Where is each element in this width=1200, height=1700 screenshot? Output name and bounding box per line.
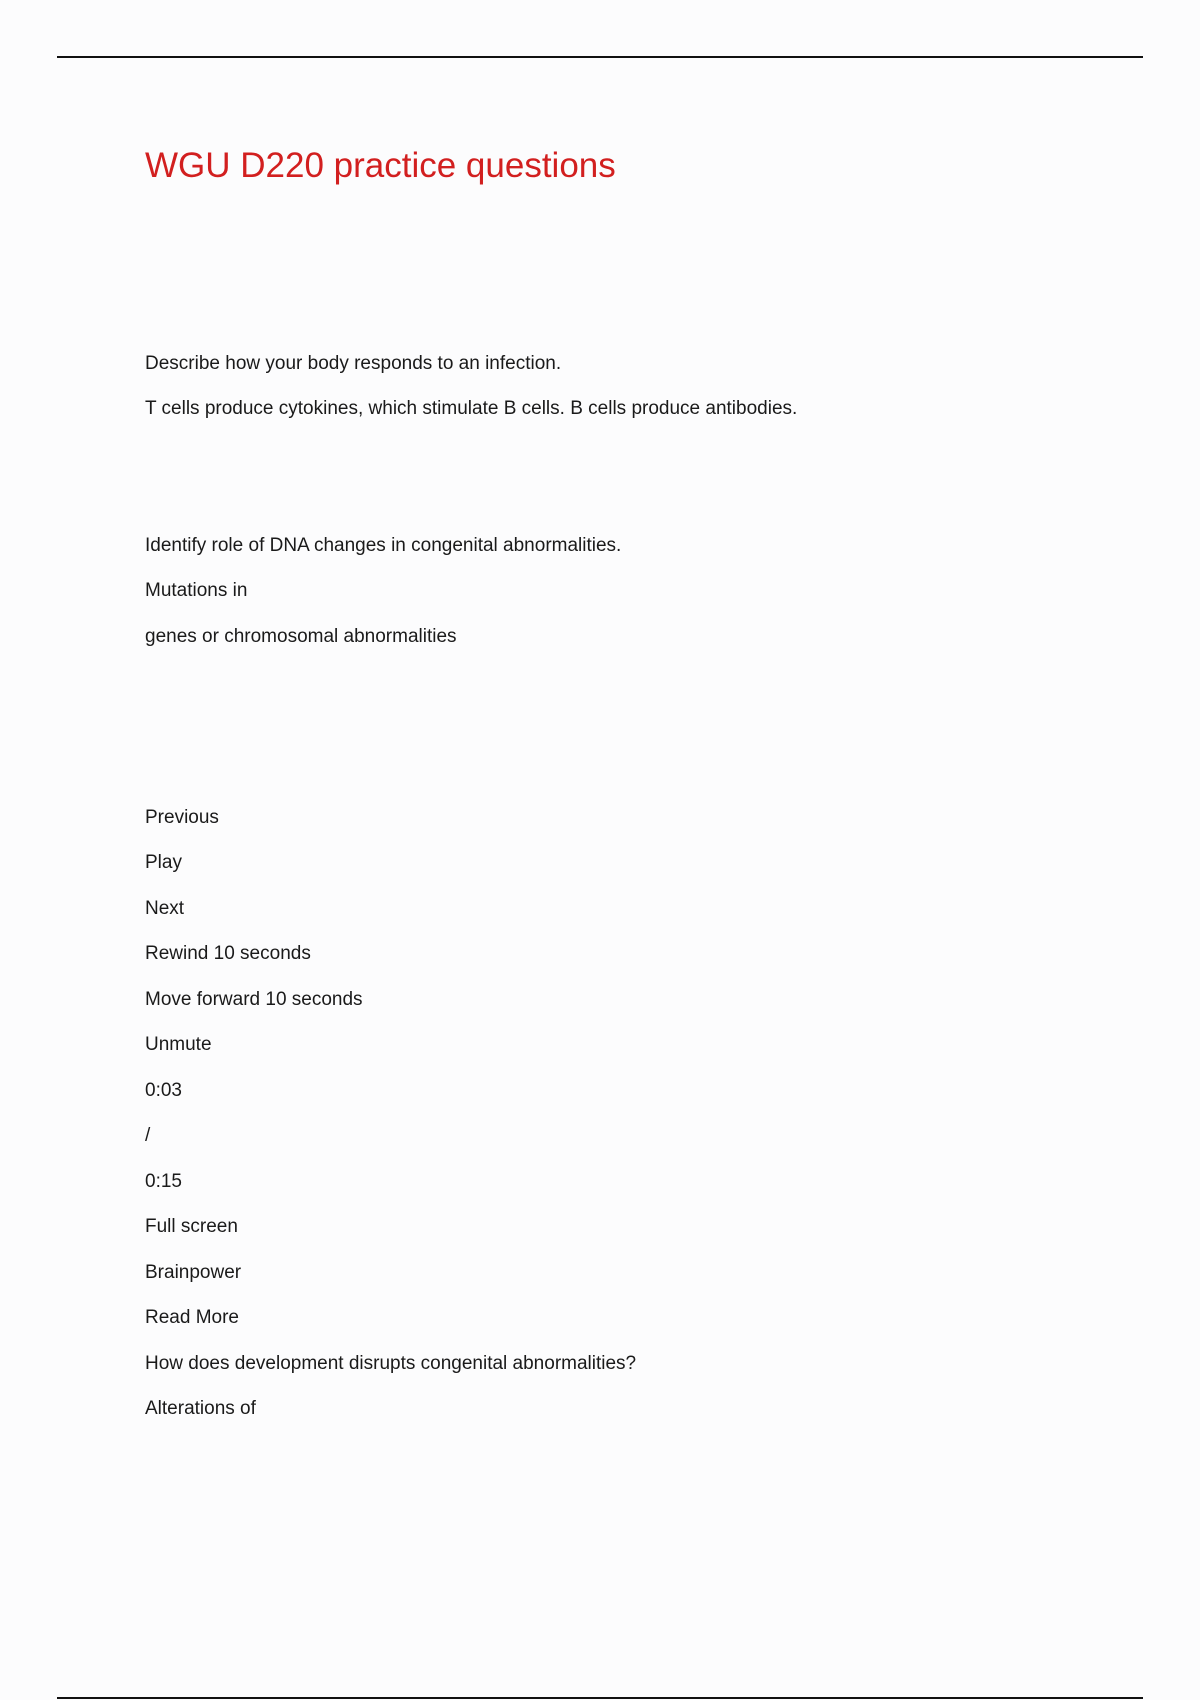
rewind-button[interactable]: Rewind 10 seconds	[145, 943, 311, 964]
current-time: 0:03	[145, 1080, 182, 1101]
answer-2-line-1: Mutations in	[145, 580, 248, 601]
play-button[interactable]: Play	[145, 852, 182, 873]
top-rule	[57, 56, 1143, 58]
document-title: WGU D220 practice questions	[145, 146, 616, 185]
answer-2-line-2: genes or chromosomal abnormalities	[145, 626, 457, 647]
question-2: Identify role of DNA changes in congenital abnormalities.	[145, 535, 622, 556]
answer-1: T cells produce cytokines, which stimulate B cells. B cells produce antibodies.	[145, 398, 798, 419]
next-button[interactable]: Next	[145, 898, 185, 919]
question-3: How does development disrupts congenital abnormalities?	[145, 1353, 637, 1374]
duration: 0:15	[145, 1171, 182, 1192]
bottom-rule	[57, 1697, 1143, 1699]
question-1: Describe how your body responds to an infection.	[145, 353, 562, 374]
answer-3: Alterations of	[145, 1398, 256, 1419]
previous-button[interactable]: Previous	[145, 807, 219, 828]
forward-button[interactable]: Move forward 10 seconds	[145, 989, 363, 1010]
time-separator: /	[145, 1125, 151, 1146]
unmute-button[interactable]: Unmute	[145, 1034, 212, 1055]
fullscreen-button[interactable]: Full screen	[145, 1216, 238, 1237]
brand-link[interactable]: Brainpower	[145, 1262, 242, 1283]
read-more-link[interactable]: Read More	[145, 1307, 239, 1328]
